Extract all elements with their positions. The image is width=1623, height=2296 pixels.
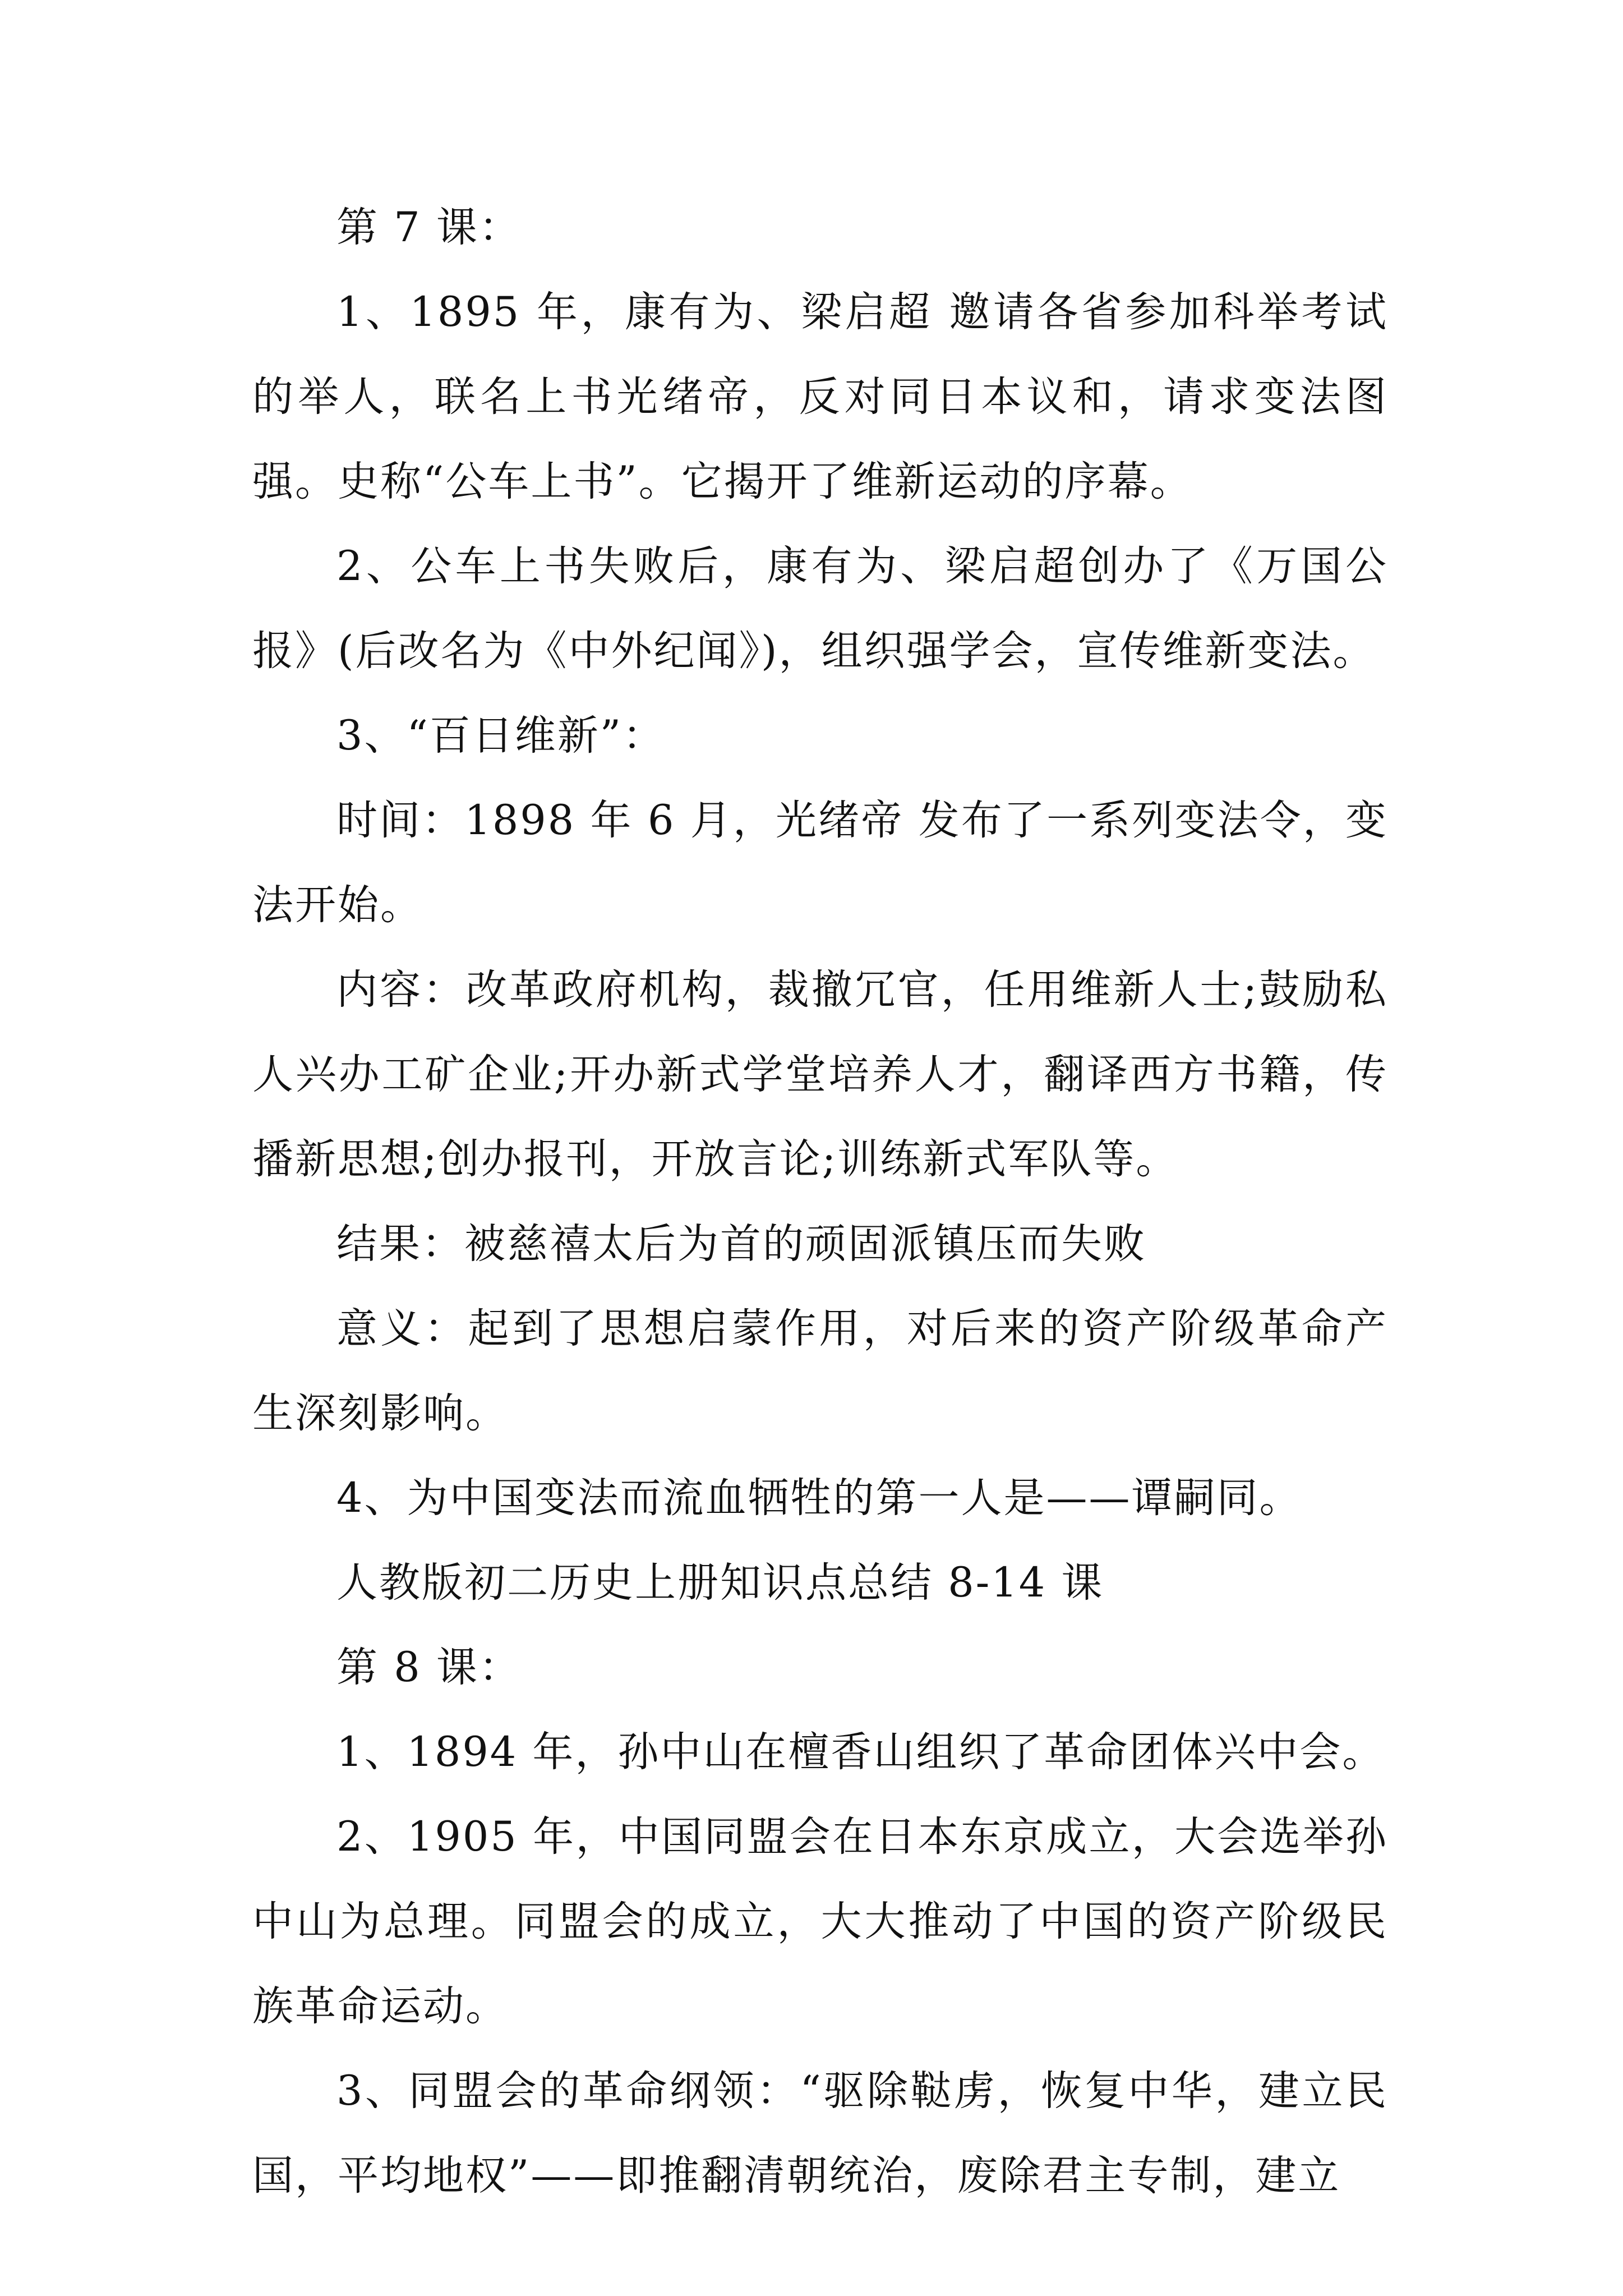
lesson-8-heading: 第 8 课： — [336, 1644, 522, 1691]
paragraph-reform-time: 时间：1898 年 6 月，光绪帝 发布了一系列变法令，变法开始。 — [252, 797, 1388, 929]
paragraph-reform-significance: 意义：起到了思想启蒙作用，对后来的资产阶级革命产生深刻影响。 — [252, 1305, 1388, 1437]
paragraph-tongmenghui: 2、1905 年，中国同盟会在日本东京成立，大会选举孙中山为总理。同盟会的成立，大大推动了中国的资产阶级民族革命运动。 — [252, 1813, 1388, 2030]
paragraph-xingzhonghui: 1、1894 年，孙中山在檀香山组织了革命团体兴中会。 — [336, 1728, 1385, 1776]
document-body — [252, 185, 1388, 2218]
paragraph-gongche-shangshu: 1、1895 年，康有为、梁启超 邀请各省参加科举考试的举人，联名上书光绪帝，反对同日本议和，请求变法图强。史称“公车上书”。它揭开了维新运动的序幕。 — [252, 288, 1388, 505]
paragraph-revolutionary-program: 3、同盟会的革命纲领：“驱除鞑虏，恢复中华，建立民国，平均地权”——即推翻清朝统治，废除君主专制，建立 — [252, 2067, 1388, 2200]
lesson-7-heading: 第 7 课： — [336, 204, 522, 251]
paragraph-reform-content: 内容：改革政府机构，裁撤冗官，任用维新人士;鼓励私人兴办工矿企业;开办新式学堂培养人才，翻译西方书籍，传播新思想;创办报刊，开放言论;训练新式军队等。 — [252, 966, 1388, 1183]
paragraph-reform-result: 结果：被慈禧太后为首的顽固派镇压而失败 — [336, 1220, 1146, 1268]
paragraph-wanguo-gongbao: 2、公车上书失败后，康有为、梁启超创办了《万国公报》(后改名为《中外纪闻》)，组织强学会，宣传维新变法。 — [252, 542, 1388, 675]
paragraph-tan-sitong: 4、为中国变法而流血牺牲的第一人是——谭嗣同。 — [336, 1474, 1302, 1522]
section-title-lessons-8-14: 人教版初二历史上册知识点总结 8-14 课 — [336, 1559, 1104, 1607]
paragraph-hundred-days-reform: 3、“百日维新”： — [336, 712, 666, 760]
